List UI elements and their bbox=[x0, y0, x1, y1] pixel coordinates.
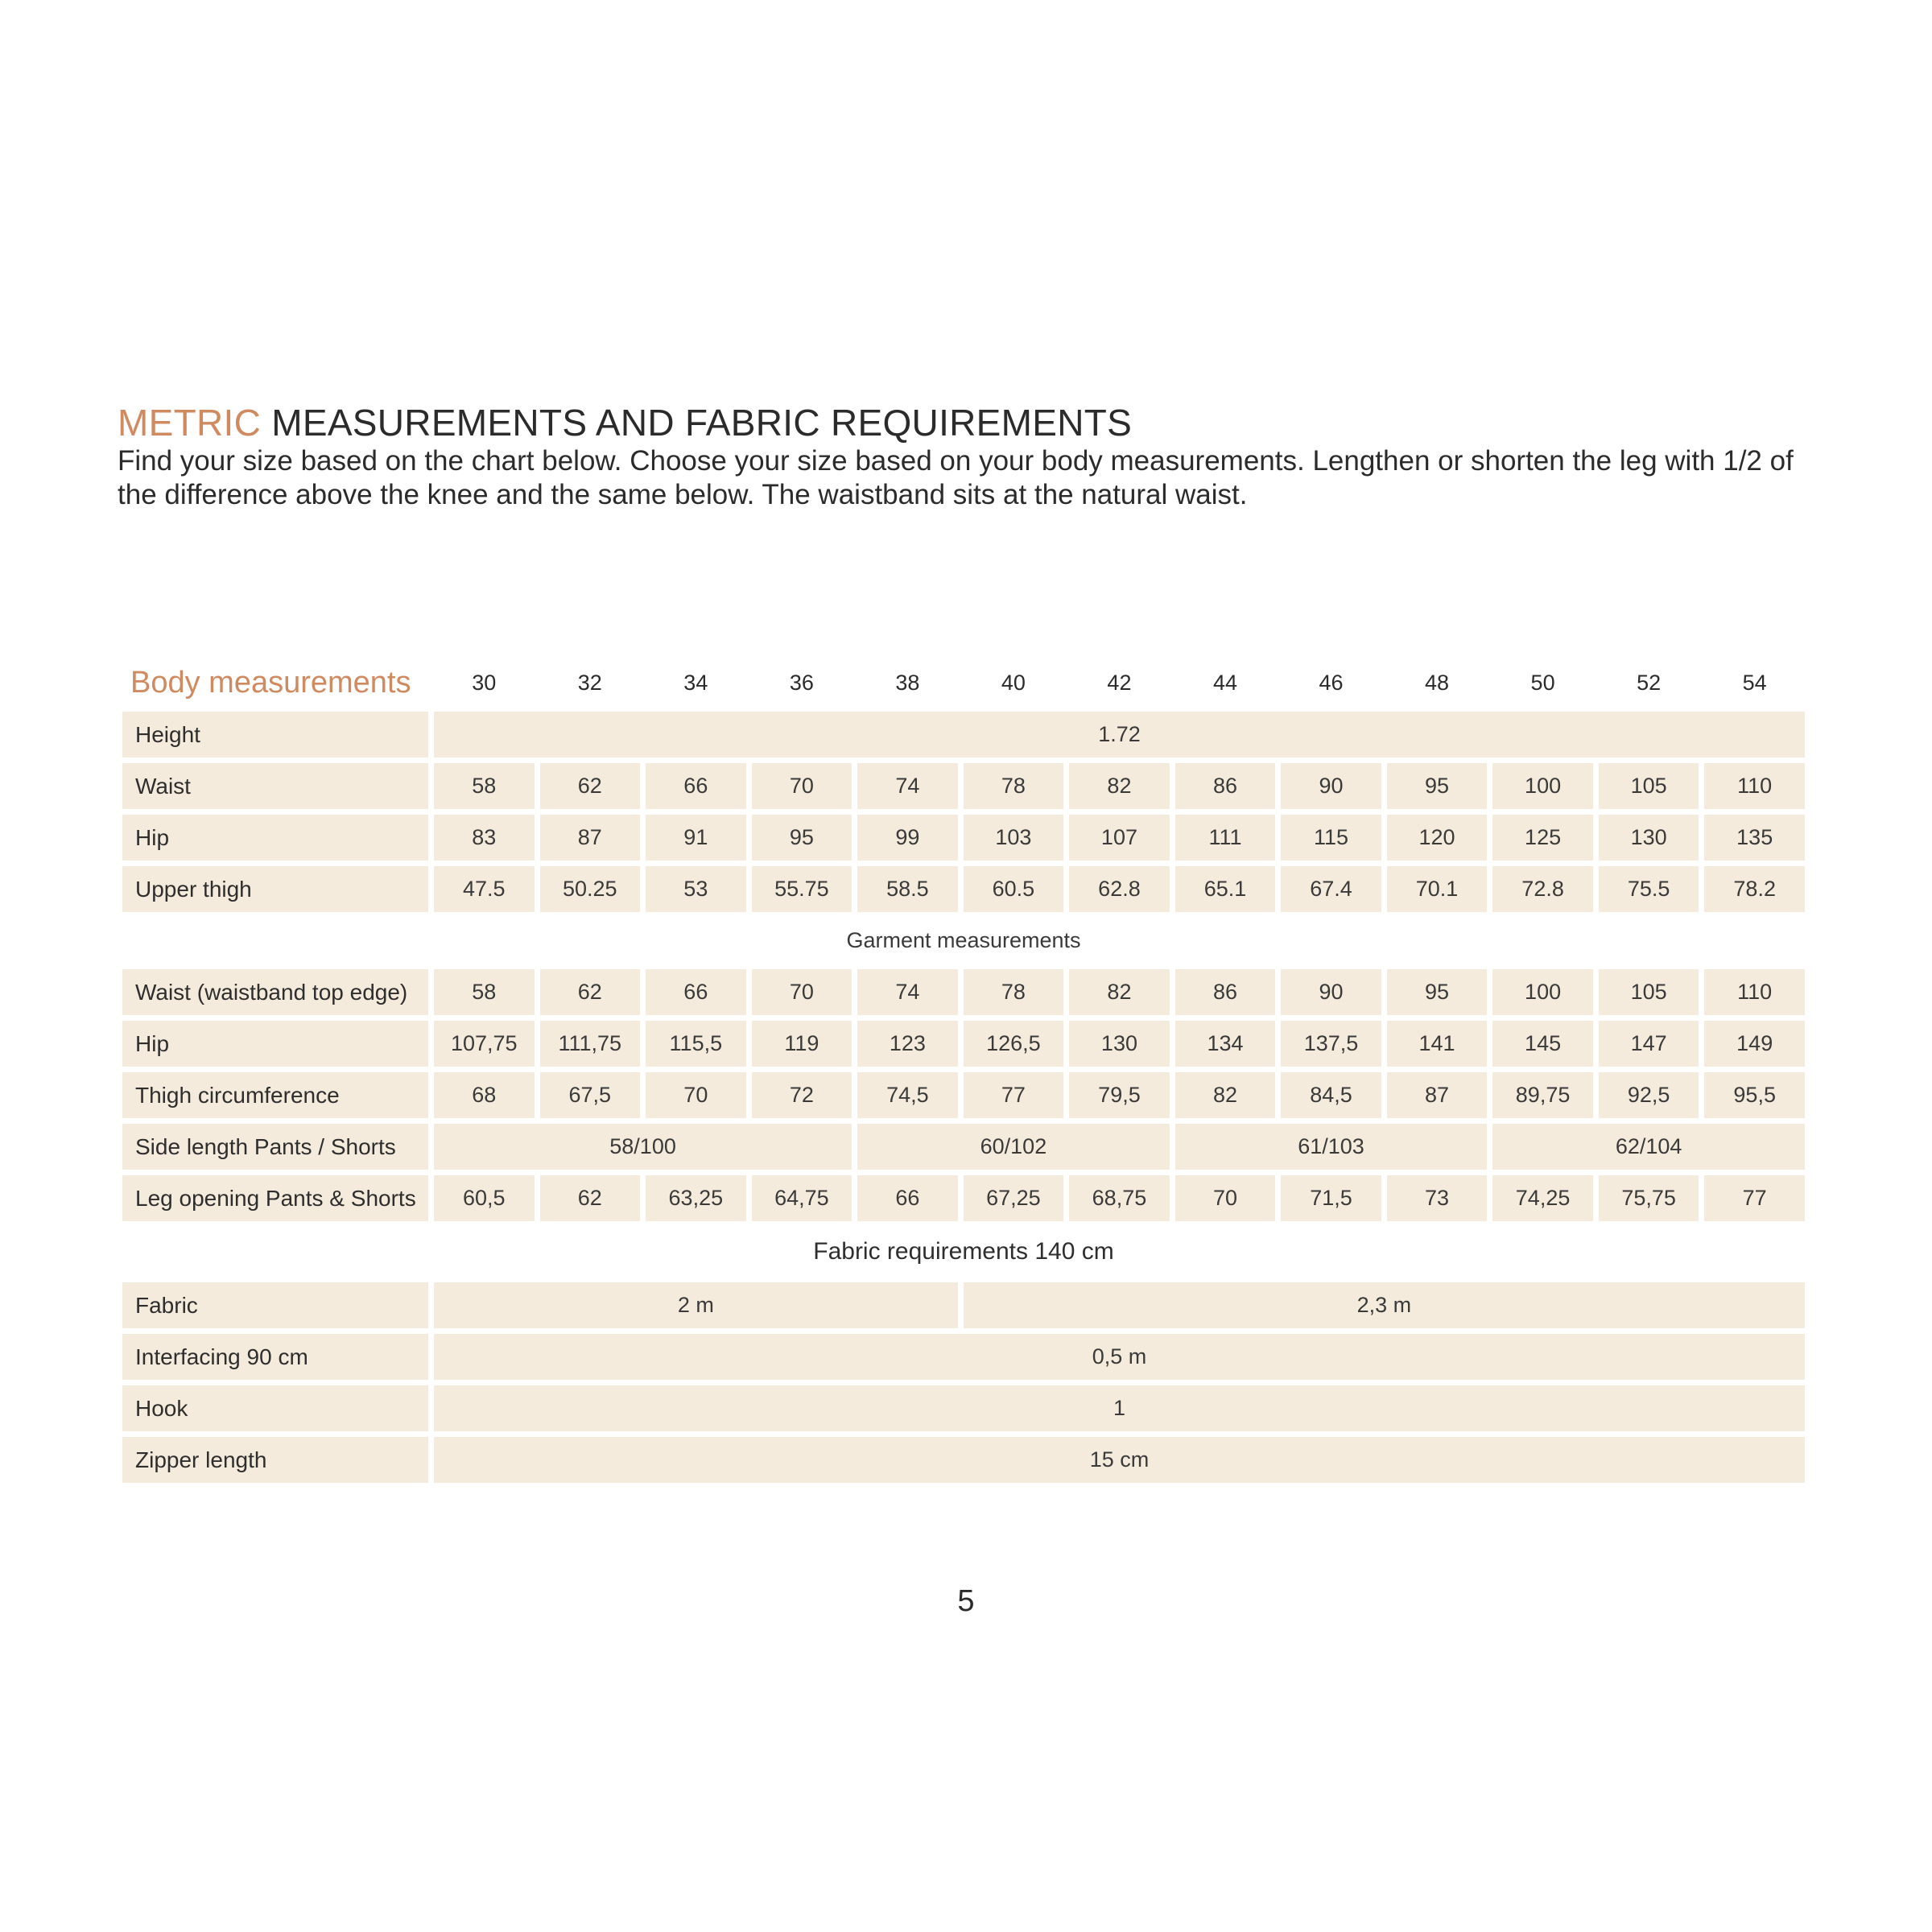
hip-cell: 95 bbox=[752, 815, 852, 861]
side-length-row bbox=[122, 1124, 1805, 1170]
size-header: 52 bbox=[1637, 671, 1662, 695]
size-header: 34 bbox=[683, 671, 708, 695]
garment-waist-cell: 66 bbox=[646, 969, 746, 1015]
garment-hip-cell: 123 bbox=[857, 1021, 958, 1067]
garment-waist-cell: 70 bbox=[752, 969, 852, 1015]
waist-cell: 74 bbox=[857, 763, 958, 809]
thigh-circumference-label: Thigh circumference bbox=[122, 1072, 428, 1118]
garment-hip-cell: 145 bbox=[1492, 1021, 1593, 1067]
garment-waist-row bbox=[122, 969, 1805, 1015]
garment-waist-cell: 95 bbox=[1387, 969, 1488, 1015]
intro-line-1: Find your size based on the chart below. Choose your size based on your body measurements. Lengthen or shorten the leg with 1/2 of bbox=[118, 445, 1794, 477]
thigh-circumference-cell: 84,5 bbox=[1281, 1072, 1381, 1118]
interfacing-value: 0,5 m bbox=[434, 1334, 1805, 1380]
garment-waist-cell: 90 bbox=[1281, 969, 1381, 1015]
upper-thigh-cell: 58.5 bbox=[857, 866, 958, 912]
leg-opening-cell: 73 bbox=[1387, 1175, 1488, 1221]
hip-cell: 83 bbox=[434, 815, 535, 861]
side-length-label: Side length Pants / Shorts bbox=[122, 1124, 428, 1170]
leg-opening-cell: 74,25 bbox=[1492, 1175, 1593, 1221]
fabric-cell: 2,3 m bbox=[964, 1282, 1805, 1328]
height-label: Height bbox=[122, 712, 428, 758]
leg-opening-cell: 75,75 bbox=[1599, 1175, 1699, 1221]
hip-cell: 125 bbox=[1492, 815, 1593, 861]
upper-thigh-cell: 55.75 bbox=[752, 866, 852, 912]
thigh-circumference-row bbox=[122, 1072, 1805, 1118]
waist-cell: 70 bbox=[752, 763, 852, 809]
garment-hip-cell: 137,5 bbox=[1281, 1021, 1381, 1067]
waist-cell: 95 bbox=[1387, 763, 1488, 809]
garment-waist-cell: 74 bbox=[857, 969, 958, 1015]
thigh-circumference-cell: 95,5 bbox=[1704, 1072, 1805, 1118]
leg-opening-cell: 77 bbox=[1704, 1175, 1805, 1221]
fabric-requirements-heading: Fabric requirements 140 cm bbox=[813, 1238, 1114, 1265]
zipper-length-row bbox=[122, 1437, 1805, 1483]
garment-measurements-heading-row bbox=[122, 918, 1805, 964]
garment-waist-cell: 105 bbox=[1599, 969, 1699, 1015]
fabric-row bbox=[122, 1282, 1805, 1328]
upper-thigh-cell: 47.5 bbox=[434, 866, 535, 912]
hook-row bbox=[122, 1385, 1805, 1431]
upper-thigh-cell: 72.8 bbox=[1492, 866, 1593, 912]
thigh-circumference-cell: 87 bbox=[1387, 1072, 1488, 1118]
interfacing-label: Interfacing 90 cm bbox=[122, 1334, 428, 1380]
waist-cell: 105 bbox=[1599, 763, 1699, 809]
thigh-circumference-cell: 68 bbox=[434, 1072, 535, 1118]
hip-cell: 87 bbox=[540, 815, 641, 861]
waist-cell: 90 bbox=[1281, 763, 1381, 809]
garment-waist-cell: 82 bbox=[1069, 969, 1170, 1015]
hip-cell: 130 bbox=[1599, 815, 1699, 861]
leg-opening-cell: 62 bbox=[540, 1175, 641, 1221]
upper-thigh-cell: 67.4 bbox=[1281, 866, 1381, 912]
waist-cell: 110 bbox=[1704, 763, 1805, 809]
hip-cell: 135 bbox=[1704, 815, 1805, 861]
intro-line-2: the difference above the knee and the same below. The waistband sits at the natural waist. bbox=[118, 479, 1248, 510]
upper-thigh-cell: 53 bbox=[646, 866, 746, 912]
size-header-row bbox=[122, 660, 1805, 706]
fabric-cell: 2 m bbox=[434, 1282, 958, 1328]
waist-cell: 78 bbox=[964, 763, 1064, 809]
waist-cell: 86 bbox=[1175, 763, 1276, 809]
heading-accent: METRIC bbox=[118, 402, 262, 444]
leg-opening-cell: 63,25 bbox=[646, 1175, 746, 1221]
garment-hip-cell: 147 bbox=[1599, 1021, 1699, 1067]
zipper-length-value: 15 cm bbox=[434, 1437, 1805, 1483]
thigh-circumference-cell: 82 bbox=[1175, 1072, 1276, 1118]
hip-cell: 107 bbox=[1069, 815, 1170, 861]
waist-cell: 58 bbox=[434, 763, 535, 809]
garment-hip-cell: 130 bbox=[1069, 1021, 1170, 1067]
upper-thigh-cell: 75.5 bbox=[1599, 866, 1699, 912]
garment-hip-cell: 134 bbox=[1175, 1021, 1276, 1067]
upper-thigh-cell: 50.25 bbox=[540, 866, 641, 912]
height-row bbox=[122, 712, 1805, 758]
leg-opening-cell: 70 bbox=[1175, 1175, 1276, 1221]
size-header: 30 bbox=[472, 671, 497, 695]
garment-hip-cell: 149 bbox=[1704, 1021, 1805, 1067]
leg-opening-label: Leg opening Pants & Shorts bbox=[122, 1175, 428, 1221]
upper-thigh-cell: 60.5 bbox=[964, 866, 1064, 912]
leg-opening-cell: 64,75 bbox=[752, 1175, 852, 1221]
size-header: 50 bbox=[1530, 671, 1555, 695]
thigh-circumference-cell: 79,5 bbox=[1069, 1072, 1170, 1118]
hip-cell: 91 bbox=[646, 815, 746, 861]
hip-cell: 115 bbox=[1281, 815, 1381, 861]
size-header: 54 bbox=[1742, 671, 1767, 695]
garment-hip-cell: 126,5 bbox=[964, 1021, 1064, 1067]
garment-hip-cell: 115,5 bbox=[646, 1021, 746, 1067]
side-length-cell: 60/102 bbox=[857, 1124, 1170, 1170]
hook-value: 1 bbox=[434, 1385, 1805, 1431]
leg-opening-cell: 66 bbox=[857, 1175, 958, 1221]
page-heading bbox=[118, 401, 1132, 444]
thigh-circumference-cell: 92,5 bbox=[1599, 1072, 1699, 1118]
interfacing-row bbox=[122, 1334, 1805, 1380]
upper-thigh-label: Upper thigh bbox=[122, 866, 428, 912]
fabric-requirements-heading-row bbox=[122, 1227, 1805, 1277]
hip-cell: 120 bbox=[1387, 815, 1488, 861]
size-header: 40 bbox=[1001, 671, 1026, 695]
body-measurements-title: Body measurements bbox=[130, 666, 411, 700]
waist-cell: 100 bbox=[1492, 763, 1593, 809]
garment-hip-cell: 107,75 bbox=[434, 1021, 535, 1067]
thigh-circumference-cell: 74,5 bbox=[857, 1072, 958, 1118]
leg-opening-cell: 68,75 bbox=[1069, 1175, 1170, 1221]
upper-thigh-cell: 78.2 bbox=[1704, 866, 1805, 912]
garment-waist-label: Waist (waistband top edge) bbox=[122, 969, 428, 1015]
upper-thigh-cell: 62.8 bbox=[1069, 866, 1170, 912]
leg-opening-cell: 71,5 bbox=[1281, 1175, 1381, 1221]
height-value: 1.72 bbox=[434, 712, 1805, 758]
garment-hip-cell: 119 bbox=[752, 1021, 852, 1067]
size-chart-table bbox=[117, 654, 1810, 1488]
hip-label: Hip bbox=[122, 815, 428, 861]
size-header: 46 bbox=[1319, 671, 1344, 695]
garment-measurements-heading: Garment measurements bbox=[846, 928, 1081, 952]
size-header: 32 bbox=[577, 671, 602, 695]
size-header: 48 bbox=[1425, 671, 1450, 695]
waist-cell: 82 bbox=[1069, 763, 1170, 809]
garment-waist-cell: 100 bbox=[1492, 969, 1593, 1015]
page-number: 5 bbox=[957, 1584, 975, 1618]
upper-thigh-cell: 70.1 bbox=[1387, 866, 1488, 912]
garment-waist-cell: 78 bbox=[964, 969, 1064, 1015]
thigh-circumference-cell: 70 bbox=[646, 1072, 746, 1118]
side-length-cell: 61/103 bbox=[1175, 1124, 1488, 1170]
upper-thigh-cell: 65.1 bbox=[1175, 866, 1276, 912]
garment-hip-label: Hip bbox=[122, 1021, 428, 1067]
size-chart-body bbox=[122, 660, 1805, 1483]
leg-opening-row bbox=[122, 1175, 1805, 1221]
intro-text bbox=[118, 444, 1832, 512]
garment-waist-cell: 58 bbox=[434, 969, 535, 1015]
thigh-circumference-cell: 89,75 bbox=[1492, 1072, 1593, 1118]
thigh-circumference-cell: 77 bbox=[964, 1072, 1064, 1118]
leg-opening-cell: 67,25 bbox=[964, 1175, 1064, 1221]
heading-rest: MEASUREMENTS AND FABRIC REQUIREMENTS bbox=[271, 402, 1133, 444]
size-header: 36 bbox=[789, 671, 814, 695]
garment-waist-cell: 86 bbox=[1175, 969, 1276, 1015]
waist-row bbox=[122, 763, 1805, 809]
upper-thigh-row bbox=[122, 866, 1805, 912]
garment-waist-cell: 62 bbox=[540, 969, 641, 1015]
side-length-cell: 62/104 bbox=[1492, 1124, 1805, 1170]
hip-row bbox=[122, 815, 1805, 861]
size-header: 44 bbox=[1212, 671, 1237, 695]
garment-waist-cell: 110 bbox=[1704, 969, 1805, 1015]
leg-opening-cell: 60,5 bbox=[434, 1175, 535, 1221]
waist-cell: 62 bbox=[540, 763, 641, 809]
zipper-length-label: Zipper length bbox=[122, 1437, 428, 1483]
size-header: 38 bbox=[895, 671, 920, 695]
waist-cell: 66 bbox=[646, 763, 746, 809]
garment-hip-row bbox=[122, 1021, 1805, 1067]
hip-cell: 103 bbox=[964, 815, 1064, 861]
thigh-circumference-cell: 72 bbox=[752, 1072, 852, 1118]
hip-cell: 99 bbox=[857, 815, 958, 861]
fabric-label: Fabric bbox=[122, 1282, 428, 1328]
garment-hip-cell: 111,75 bbox=[540, 1021, 641, 1067]
size-header: 42 bbox=[1107, 671, 1132, 695]
garment-hip-cell: 141 bbox=[1387, 1021, 1488, 1067]
thigh-circumference-cell: 67,5 bbox=[540, 1072, 641, 1118]
hook-label: Hook bbox=[122, 1385, 428, 1431]
waist-label: Waist bbox=[122, 763, 428, 809]
side-length-cell: 58/100 bbox=[434, 1124, 852, 1170]
hip-cell: 111 bbox=[1175, 815, 1276, 861]
